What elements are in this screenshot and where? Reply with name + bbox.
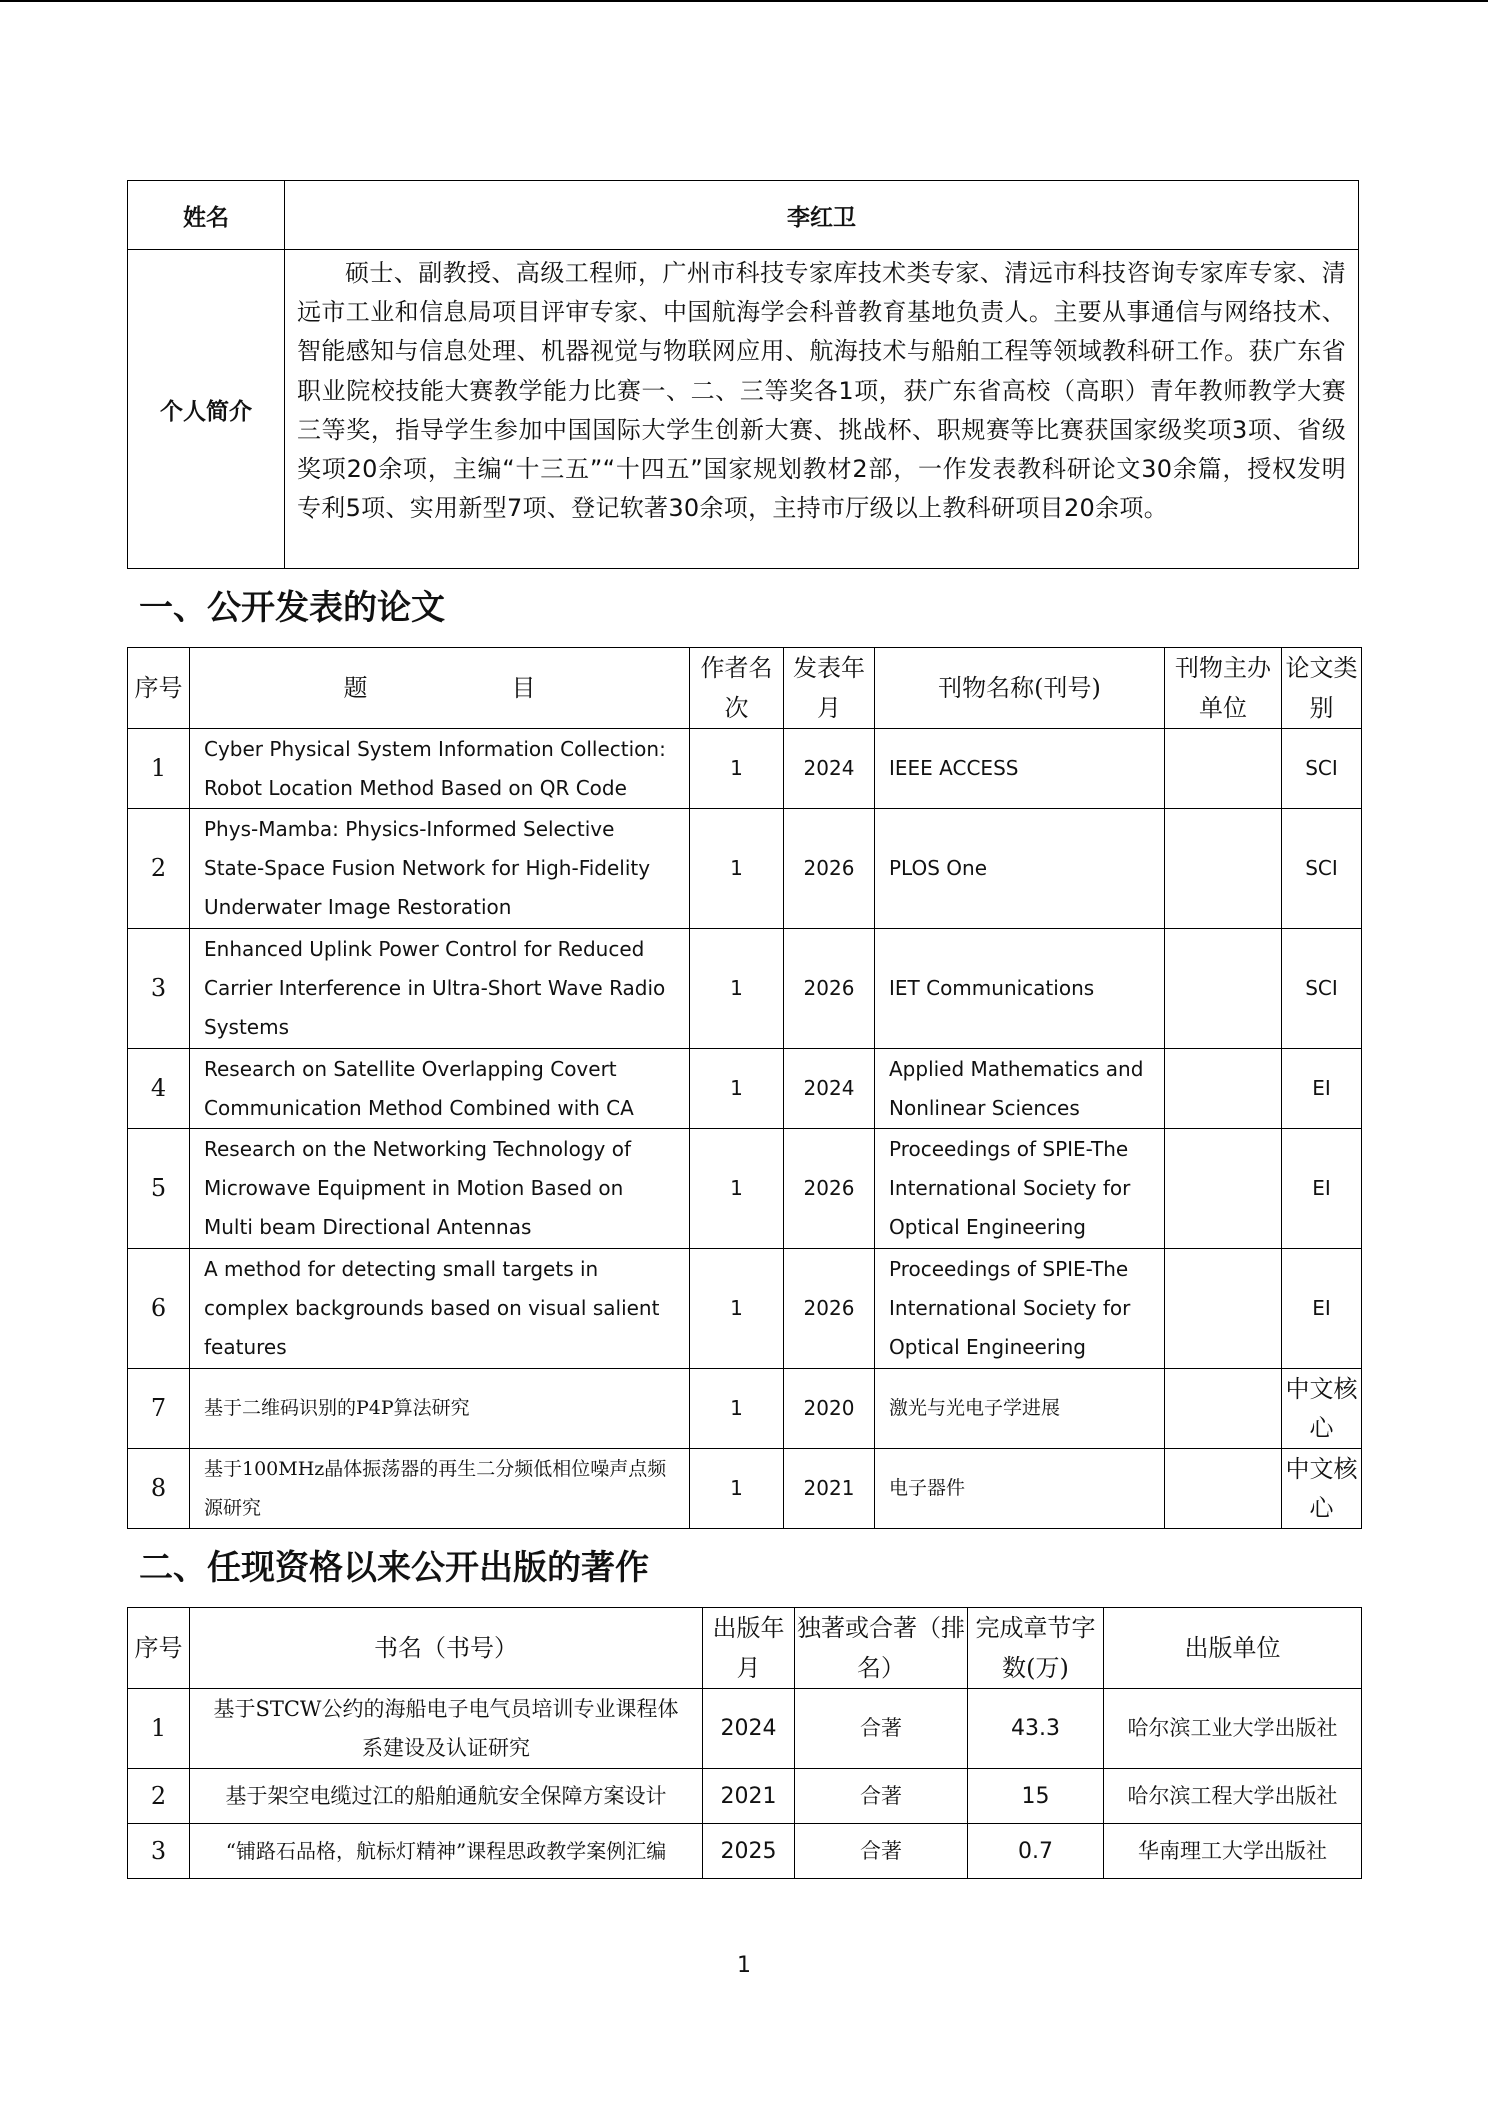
table-row (128, 1769, 1362, 1824)
paper-journal: Applied Mathematics and Nonlinear Sciences (875, 1049, 1165, 1129)
paper-category: EI (1282, 1129, 1362, 1249)
books-header-title: 书名（书号） (190, 1608, 703, 1689)
paper-no: 5 (128, 1129, 190, 1249)
table-row (128, 1449, 1362, 1529)
paper-rank: 1 (690, 1129, 784, 1249)
books-header-words: 完成章节字数(万) (968, 1608, 1104, 1689)
page-top-border (0, 0, 1488, 2)
books-header-authorship: 独著或合著（排名） (795, 1608, 968, 1689)
paper-sponsor (1165, 929, 1282, 1049)
papers-header-rank: 作者名次 (690, 648, 784, 729)
books-header-no: 序号 (128, 1608, 190, 1689)
book-authorship: 合著 (795, 1824, 968, 1879)
paper-date: 2026 (784, 929, 875, 1049)
table-row (128, 729, 1362, 809)
paper-no: 1 (128, 729, 190, 809)
name-label: 姓名 (128, 181, 285, 250)
books-header-date: 出版年月 (703, 1608, 795, 1689)
book-publisher: 哈尔滨工程大学出版社 (1104, 1769, 1362, 1824)
paper-title: Cyber Physical System Information Collection: Robot Location Method Based on QR Code (190, 729, 690, 809)
papers-section-title: 一、公开发表的论文 (139, 588, 445, 628)
paper-rank: 1 (690, 1249, 784, 1369)
paper-title: 基于100MHz晶体振荡器的再生二分频低相位噪声点频源研究 (190, 1449, 690, 1529)
paper-category: SCI (1282, 929, 1362, 1049)
paper-rank: 1 (690, 729, 784, 809)
table-row (128, 1049, 1362, 1129)
book-no: 2 (128, 1769, 190, 1824)
book-words: 15 (968, 1769, 1104, 1824)
book-title: “铺路石品格，航标灯精神”课程思政教学案例汇编 (190, 1824, 703, 1879)
papers-table (127, 647, 1362, 1529)
paper-category: EI (1282, 1249, 1362, 1369)
paper-rank: 1 (690, 1449, 784, 1529)
paper-no: 3 (128, 929, 190, 1049)
paper-title: Research on the Networking Technology of Microwave Equipment in Motion Based on Multi beam Directional Antennas (190, 1129, 690, 1249)
books-section-title: 二、任现资格以来公开出版的著作 (139, 1548, 649, 1588)
paper-rank: 1 (690, 929, 784, 1049)
paper-sponsor (1165, 1129, 1282, 1249)
profile-table (127, 180, 1359, 569)
table-row (128, 1824, 1362, 1879)
book-no: 1 (128, 1689, 190, 1769)
paper-date: 2020 (784, 1369, 875, 1449)
table-row (128, 1689, 1362, 1769)
paper-title: Research on Satellite Overlapping Covert Communication Method Combined with CA (190, 1049, 690, 1129)
papers-header-sponsor: 刊物主办单位 (1165, 648, 1282, 729)
papers-header-journal: 刊物名称(刊号) (875, 648, 1165, 729)
paper-sponsor (1165, 1449, 1282, 1529)
paper-journal: IET Communications (875, 929, 1165, 1049)
book-no: 3 (128, 1824, 190, 1879)
book-date: 2025 (703, 1824, 795, 1879)
books-header-publisher: 出版单位 (1104, 1608, 1362, 1689)
papers-header-no: 序号 (128, 648, 190, 729)
paper-title: 基于二维码识别的P4P算法研究 (190, 1369, 690, 1449)
table-row (128, 1129, 1362, 1249)
name-value: 李红卫 (285, 181, 1359, 250)
papers-header-date: 发表年月 (784, 648, 875, 729)
paper-date: 2024 (784, 729, 875, 809)
books-header-row (128, 1608, 1362, 1689)
book-words: 0.7 (968, 1824, 1104, 1879)
paper-category: 中文核心 (1282, 1369, 1362, 1449)
paper-journal: 激光与光电子学进展 (875, 1369, 1165, 1449)
paper-date: 2026 (784, 1129, 875, 1249)
paper-sponsor (1165, 1369, 1282, 1449)
table-row (128, 1369, 1362, 1449)
table-row (128, 809, 1362, 929)
paper-date: 2024 (784, 1049, 875, 1129)
book-date: 2024 (703, 1689, 795, 1769)
paper-title: Phys-Mamba: Physics-Informed Selective State-Space Fusion Network for High-Fidelity Underwater Image Restoration (190, 809, 690, 929)
paper-date: 2021 (784, 1449, 875, 1529)
paper-date: 2026 (784, 809, 875, 929)
table-row (128, 1249, 1362, 1369)
paper-title: Enhanced Uplink Power Control for Reduced Carrier Interference in Ultra-Short Wave Radio Systems (190, 929, 690, 1049)
book-words: 43.3 (968, 1689, 1104, 1769)
table-row (128, 929, 1362, 1049)
document-page (127, 180, 1361, 1879)
paper-rank: 1 (690, 809, 784, 929)
paper-journal: IEEE ACCESS (875, 729, 1165, 809)
page-number: 1 (737, 1953, 751, 1978)
book-title: 基于STCW公约的海船电子电气员培训专业课程体系建设及认证研究 (190, 1689, 703, 1769)
paper-category: 中文核心 (1282, 1449, 1362, 1529)
papers-header-title: 题 目 (190, 648, 690, 729)
book-title: 基于架空电缆过江的船舶通航安全保障方案设计 (190, 1769, 703, 1824)
paper-rank: 1 (690, 1049, 784, 1129)
paper-sponsor (1165, 809, 1282, 929)
books-table (127, 1607, 1362, 1879)
paper-category: SCI (1282, 729, 1362, 809)
paper-no: 2 (128, 809, 190, 929)
paper-sponsor (1165, 1249, 1282, 1369)
book-date: 2021 (703, 1769, 795, 1824)
intro-label: 个人简介 (128, 250, 285, 569)
book-publisher: 华南理工大学出版社 (1104, 1824, 1362, 1879)
paper-journal: Proceedings of SPIE-The International Society for Optical Engineering (875, 1249, 1165, 1369)
book-authorship: 合著 (795, 1689, 968, 1769)
papers-header-row (128, 648, 1362, 729)
paper-rank: 1 (690, 1369, 784, 1449)
paper-no: 4 (128, 1049, 190, 1129)
paper-no: 8 (128, 1449, 190, 1529)
paper-no: 7 (128, 1369, 190, 1449)
paper-journal: Proceedings of SPIE-The International Society for Optical Engineering (875, 1129, 1165, 1249)
paper-category: SCI (1282, 809, 1362, 929)
paper-sponsor (1165, 729, 1282, 809)
paper-title: A method for detecting small targets in complex backgrounds based on visual salient features (190, 1249, 690, 1369)
papers-header-category: 论文类别 (1282, 648, 1362, 729)
book-authorship: 合著 (795, 1769, 968, 1824)
paper-category: EI (1282, 1049, 1362, 1129)
paper-sponsor (1165, 1049, 1282, 1129)
intro-text: 硕士、副教授、高级工程师，广州市科技专家库技术类专家、清远市科技咨询专家库专家、清远市工业和信息局项目评审专家、中国航海学会科普教育基地负责人。主要从事通信与网络技术、智能感知与信息处理、机器视觉与物联网应用、航海技术与船舶工程等领域教科研工作。获广东省职业院校技能大赛教学能力比赛一、二、三等奖各1项，获广东省高校（高职）青年教师教学大赛三等奖，指导学生参加中国国际大学生创新大赛、挑战杯、职规赛等比赛获国家级奖项3项、省级奖项20余项，主编“十三五”“十四五”国家规划教材2部，一作发表教科研论文30余篇，授权发明专利5项、实用新型7项、登记软著30余项，主持市厅级以上教科研项目20余项。 (285, 250, 1359, 569)
paper-journal: PLOS One (875, 809, 1165, 929)
paper-journal: 电子器件 (875, 1449, 1165, 1529)
book-publisher: 哈尔滨工业大学出版社 (1104, 1689, 1362, 1769)
paper-date: 2026 (784, 1249, 875, 1369)
paper-no: 6 (128, 1249, 190, 1369)
